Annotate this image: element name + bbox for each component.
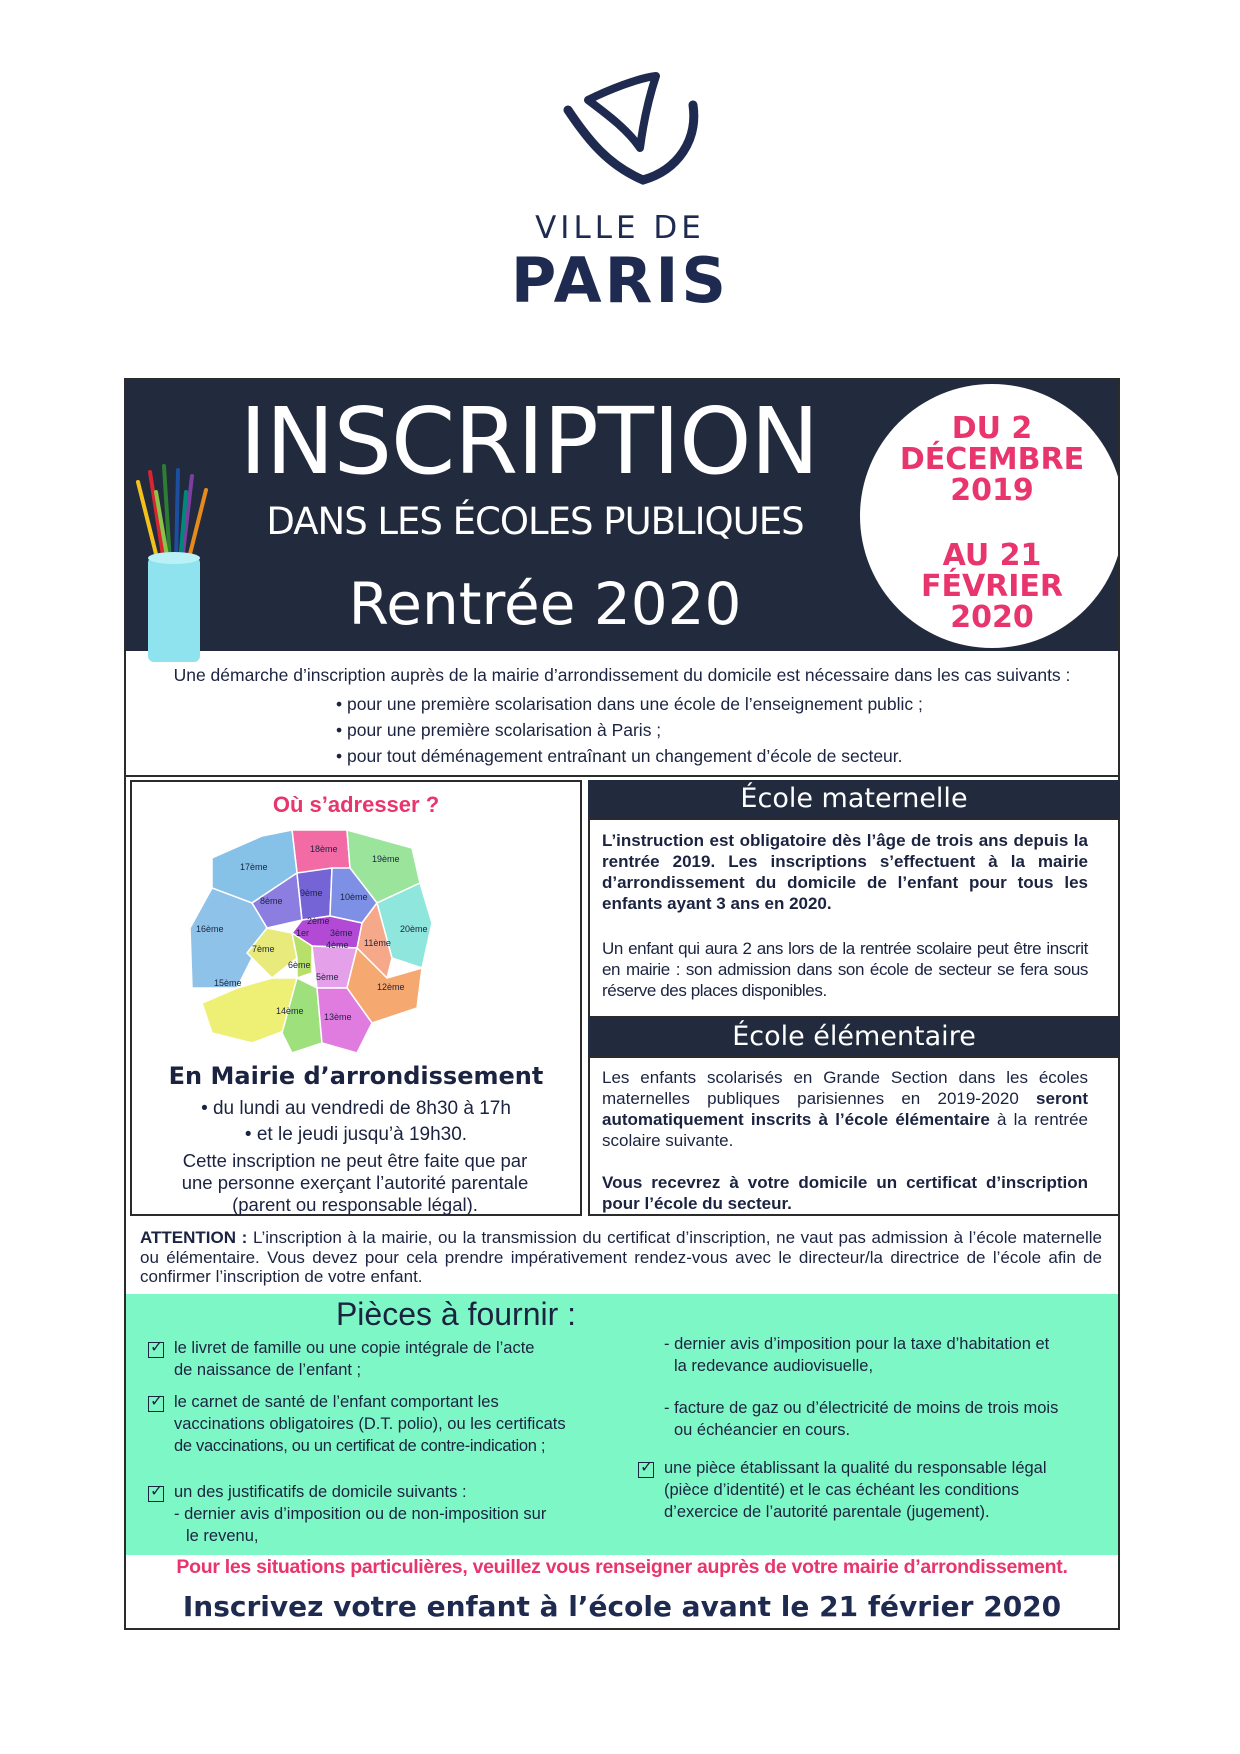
final-date: 21 février 2020: [819, 1590, 1062, 1623]
mairie-note: Cette inscription ne peut être faite que par: [182, 1150, 528, 1171]
attention-label: ATTENTION :: [140, 1228, 248, 1247]
special-situations-note: Pour les situations particulières, veuillez vous renseigner auprès de votre mairie d’arrondissement.: [176, 1556, 1068, 1578]
intro-item: • pour une première scolarisation dans une école de l’enseignement public ;: [336, 694, 923, 714]
map-label: 13ème: [324, 1012, 352, 1022]
pieces-title: Pièces à fournir :: [335, 1296, 577, 1332]
piece-item: - dernier avis d’imposition pour la taxe d’habitation et: [664, 1335, 1050, 1353]
map-label: 7ème: [252, 944, 275, 954]
paris-logo-icon: [548, 70, 708, 190]
piece-item: de naissance de l’enfant ;: [174, 1361, 362, 1379]
map-label: 8ème: [260, 896, 283, 906]
piece-item: la redevance audiovisuelle,: [674, 1357, 874, 1375]
mairie-note: (parent ou responsable légal).: [232, 1194, 478, 1215]
map-label: 6ème: [288, 960, 311, 970]
elementaire-text: Les enfants scolarisés en Grande Section dans les écoles maternelles publiques parisiennes en 2019-2020: [602, 1068, 1088, 1108]
date-from-line: DÉCEMBRE: [899, 442, 1085, 477]
logo-paris: PARIS: [510, 244, 730, 317]
map-label: 14ème: [276, 1006, 304, 1016]
maternelle-para: L’instruction est obligatoire dès l’âge de trois ans depuis la rentrée 2019. Les inscriptions s’effectuent à la mairie d’arrondissement du domicile de l’enfant pour tous les enfants ayant 3 ans en 2020.: [602, 831, 1088, 913]
map-label: 19ème: [372, 854, 400, 864]
intro-item: • pour tout déménagement entraînant un changement d’école de secteur.: [336, 746, 903, 766]
checkbox-icon: [638, 1462, 654, 1478]
map-label: 1er: [296, 928, 310, 938]
piece-item: le livret de famille ou une copie intégrale de l’acte: [174, 1339, 535, 1357]
elementaire-para: [602, 1067, 1088, 1151]
date-to-line: 2020: [950, 600, 1034, 635]
map-label: 12ème: [377, 982, 405, 992]
elementaire-bold: seront automatiquement inscrits à l’école élémentaire: [602, 1089, 1088, 1129]
elementaire-text: à la rentrée scolaire suivante.: [602, 1110, 1088, 1150]
rentree-year: Rentrée 2020: [348, 570, 742, 638]
attention-notice: [140, 1228, 1102, 1287]
map-label: 4ème: [326, 940, 349, 950]
date-from-line: 2019: [950, 473, 1034, 508]
map-label: 2ème: [307, 916, 330, 926]
intro-item: • pour une première scolarisation à Paris ;: [336, 720, 662, 740]
map-label: 18ème: [310, 844, 338, 854]
mairie-hours: • et le jeudi jusqu’à 19h30.: [244, 1124, 468, 1145]
mairie-note: une personne exerçant l’autorité parentale: [181, 1172, 529, 1193]
piece-item: une pièce établissant la qualité du responsable légal: [664, 1459, 1047, 1477]
map-label: 17ème: [240, 862, 268, 872]
elementaire-heading: École élémentaire: [588, 1018, 1120, 1056]
date-to-line: FÉVRIER: [920, 569, 1064, 604]
map-label: 10ème: [340, 892, 368, 902]
intro-text: Une démarche d’inscription auprès de la mairie d’arrondissement du domicile est nécessaire dans les cas suivants :: [173, 665, 1071, 685]
mairie-title: En Mairie d’arrondissement: [168, 1062, 544, 1090]
piece-item: de vaccinations, ou un certificat de contre-indication ;: [174, 1437, 546, 1455]
maternelle-heading: École maternelle: [588, 780, 1120, 818]
checkbox-icon: [148, 1486, 164, 1502]
piece-item: - facture de gaz ou d’électricité de moins de trois mois: [664, 1399, 1059, 1417]
piece-item: le revenu,: [186, 1527, 259, 1545]
maternelle-para: Un enfant qui aura 2 ans lors de la rentrée scolaire peut être inscrit en mairie : son admission dans son école de secteur se fera sous réserve des places disponibles.: [602, 939, 1088, 1000]
map-label: 11ème: [364, 938, 391, 948]
map-label: 15ème: [214, 978, 242, 988]
piece-item: le carnet de santé de l’enfant comportant les: [174, 1393, 499, 1411]
final-text: Inscrivez votre enfant à l’école avant le: [182, 1590, 820, 1623]
piece-item: - dernier avis d’imposition ou de non-imposition sur: [174, 1505, 547, 1523]
page-subtitle: DANS LES ÉCOLES PUBLIQUES: [266, 500, 804, 543]
paris-arrondissements-map: [172, 828, 482, 1060]
piece-item: ou échéancier en cours.: [674, 1421, 851, 1439]
piece-item: vaccinations obligatoires (D.T. polio), ou les certificats: [174, 1415, 566, 1433]
checkbox-icon: [148, 1342, 164, 1358]
map-label: 20ème: [400, 924, 428, 934]
piece-item: un des justificatifs de domicile suivants :: [174, 1483, 467, 1501]
page-title: INSCRIPTION: [239, 388, 819, 495]
piece-item: (pièce d’identité) et le cas échéant les conditions: [664, 1481, 1019, 1499]
elementaire-para: Vous recevrez à votre domicile un certificat d’inscription pour l’école du secteur.: [602, 1173, 1088, 1213]
where-heading: Où s’adresser ?: [272, 792, 440, 817]
attention-text: L’inscription à la mairie, ou la transmission du certificat d’inscription, ne vaut pas admission à l’école maternelle ou élémentaire. Vous devez pour cela prendre impérativement rendez-vous avec le directeur/la directrice de l’école afin de confirmer l’inscription de votre enfant.: [140, 1228, 1102, 1286]
map-label: 5ème: [316, 972, 339, 982]
map-label: 9ème: [300, 888, 323, 898]
logo-ville-de: VILLE DE: [535, 210, 705, 246]
map-label: 3ème: [330, 928, 353, 938]
map-label: 16ème: [196, 924, 224, 934]
piece-item: d’exercice de l’autorité parentale (jugement).: [664, 1503, 990, 1521]
date-to-line: AU 21: [942, 538, 1042, 573]
date-from-line: DU 2: [951, 411, 1033, 446]
mairie-hours: • du lundi au vendredi de 8h30 à 17h: [201, 1098, 511, 1119]
checkbox-icon: [148, 1396, 164, 1412]
final-call-to-action: [124, 1590, 1120, 1623]
